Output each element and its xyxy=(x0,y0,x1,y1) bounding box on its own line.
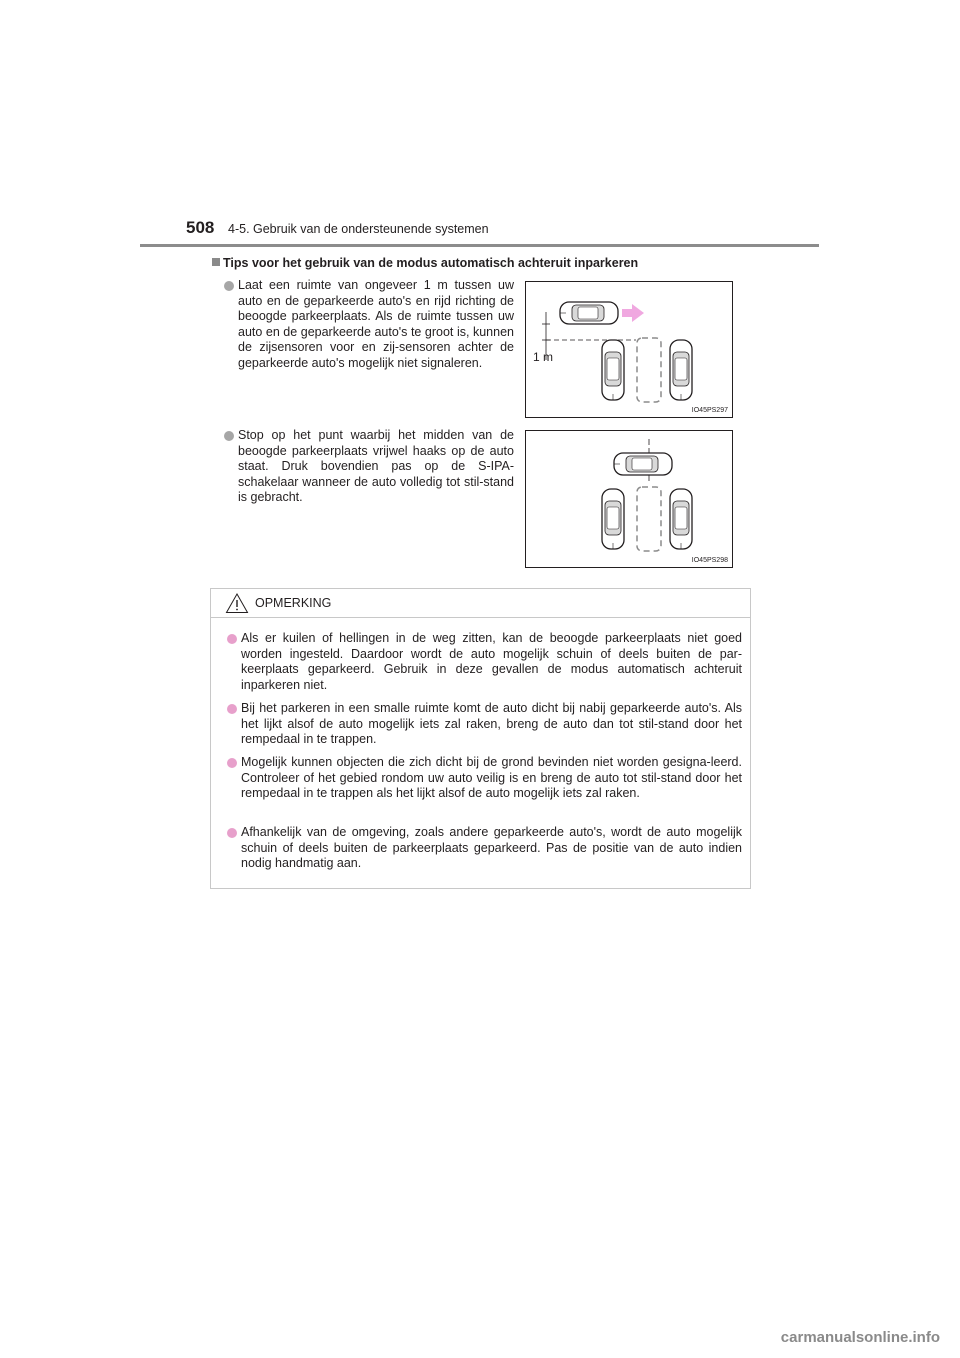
bullet-dot-icon xyxy=(224,281,234,291)
notice-box xyxy=(210,588,751,889)
tip-text: Stop op het punt waarbij het midden van de beoogde parkeerplaats vrijwel haaks op de auto staat. Druk bovendien pas op de S-IPA-schakelaar wanneer de auto volledig tot stil-stand is gebracht. xyxy=(238,428,514,505)
notice-item xyxy=(241,701,742,748)
bullet-dot-icon xyxy=(227,828,237,838)
figure-code: IO45PS297 xyxy=(691,407,728,414)
bullet-dot-icon xyxy=(227,634,237,644)
tip-text: Laat een ruimte van ongeveer 1 m tussen uw auto en de geparkeerde auto's en rijd richting de beoogde parkeerplaats. Als de ruimte tussen uw auto en de geparkeerde auto's te groot is, kunnen de zijsensoren voor en zij-sensoren achter de geparkeerde auto's mogelijk niet signaleren. xyxy=(238,278,514,370)
parked-car-icon xyxy=(602,489,624,549)
bullet-dot-icon xyxy=(224,431,234,441)
own-car-icon xyxy=(560,302,618,324)
parking-diagram-svg xyxy=(526,431,732,567)
notice-title: OPMERKING xyxy=(255,596,332,610)
subsection-heading-text: Tips voor het gebruik van de modus automatisch achteruit inparkeren xyxy=(223,256,639,270)
target-space-outline xyxy=(637,487,661,551)
target-space-outline xyxy=(637,338,661,402)
page-number: 508 xyxy=(186,218,215,237)
notice-text: Mogelijk kunnen objecten die zich dicht bij de grond bevinden niet worden gesigna-leerd. Controleer of het gebied rondom uw auto veilig is en breng de auto tot stil-stand door het rempedaal in te trappen als het lijkt alsof de auto mogelijk iets zal raken. xyxy=(241,755,742,801)
notice-text: Als er kuilen of hellingen in de weg zitten, kan de beoogde parkeerplaats niet goed worden ingesteld. Daardoor wordt de auto mogelijk schuin of deels buiten de par-keerplaats geparkeerd. Gebruik in deze gevallen de modus automatisch achteruit inparkeren niet. xyxy=(241,631,742,692)
direction-arrow-icon xyxy=(622,304,644,322)
notice-text: Afhankelijk van de omgeving, zoals andere geparkeerde auto's, wordt de auto mogelijk schuin of deels buiten de parkeerplaats geparkeerd. Pas de positie van de auto indien nodig handmatig aan. xyxy=(241,825,742,871)
notice-text: Bij het parkeren in een smalle ruimte komt de auto dicht bij nabij geparkeerde auto's. Als het lijkt alsof de auto mogelijk iets zal raken, breng de auto dan tot stil-stand door het rempedaal in te trappen. xyxy=(241,701,742,747)
notice-item xyxy=(241,825,742,872)
own-car-icon xyxy=(614,453,672,475)
notice-item xyxy=(241,755,742,802)
bullet-dot-icon xyxy=(227,758,237,768)
parking-diagram-distance xyxy=(525,281,733,418)
distance-label: 1 m xyxy=(533,350,554,364)
parked-car-icon xyxy=(670,340,692,400)
notice-header xyxy=(211,589,750,618)
tip-bullet xyxy=(238,278,514,372)
parking-diagram-stop-point xyxy=(525,430,733,568)
warning-triangle-icon xyxy=(225,592,249,614)
square-bullet-icon xyxy=(212,258,220,266)
figure-code: IO45PS298 xyxy=(691,557,728,564)
subsection-heading xyxy=(212,256,638,270)
parking-diagram-svg xyxy=(526,282,732,417)
notice-item xyxy=(241,631,742,693)
header-rule xyxy=(140,244,819,247)
footer-watermark[interactable]: carmanualsonline.info xyxy=(780,1329,940,1346)
parked-car-icon xyxy=(602,340,624,400)
bullet-dot-icon xyxy=(227,704,237,714)
parked-car-icon xyxy=(670,489,692,549)
section-title: 4-5. Gebruik van de ondersteunende systemen xyxy=(228,222,489,236)
tip-bullet xyxy=(238,428,514,506)
